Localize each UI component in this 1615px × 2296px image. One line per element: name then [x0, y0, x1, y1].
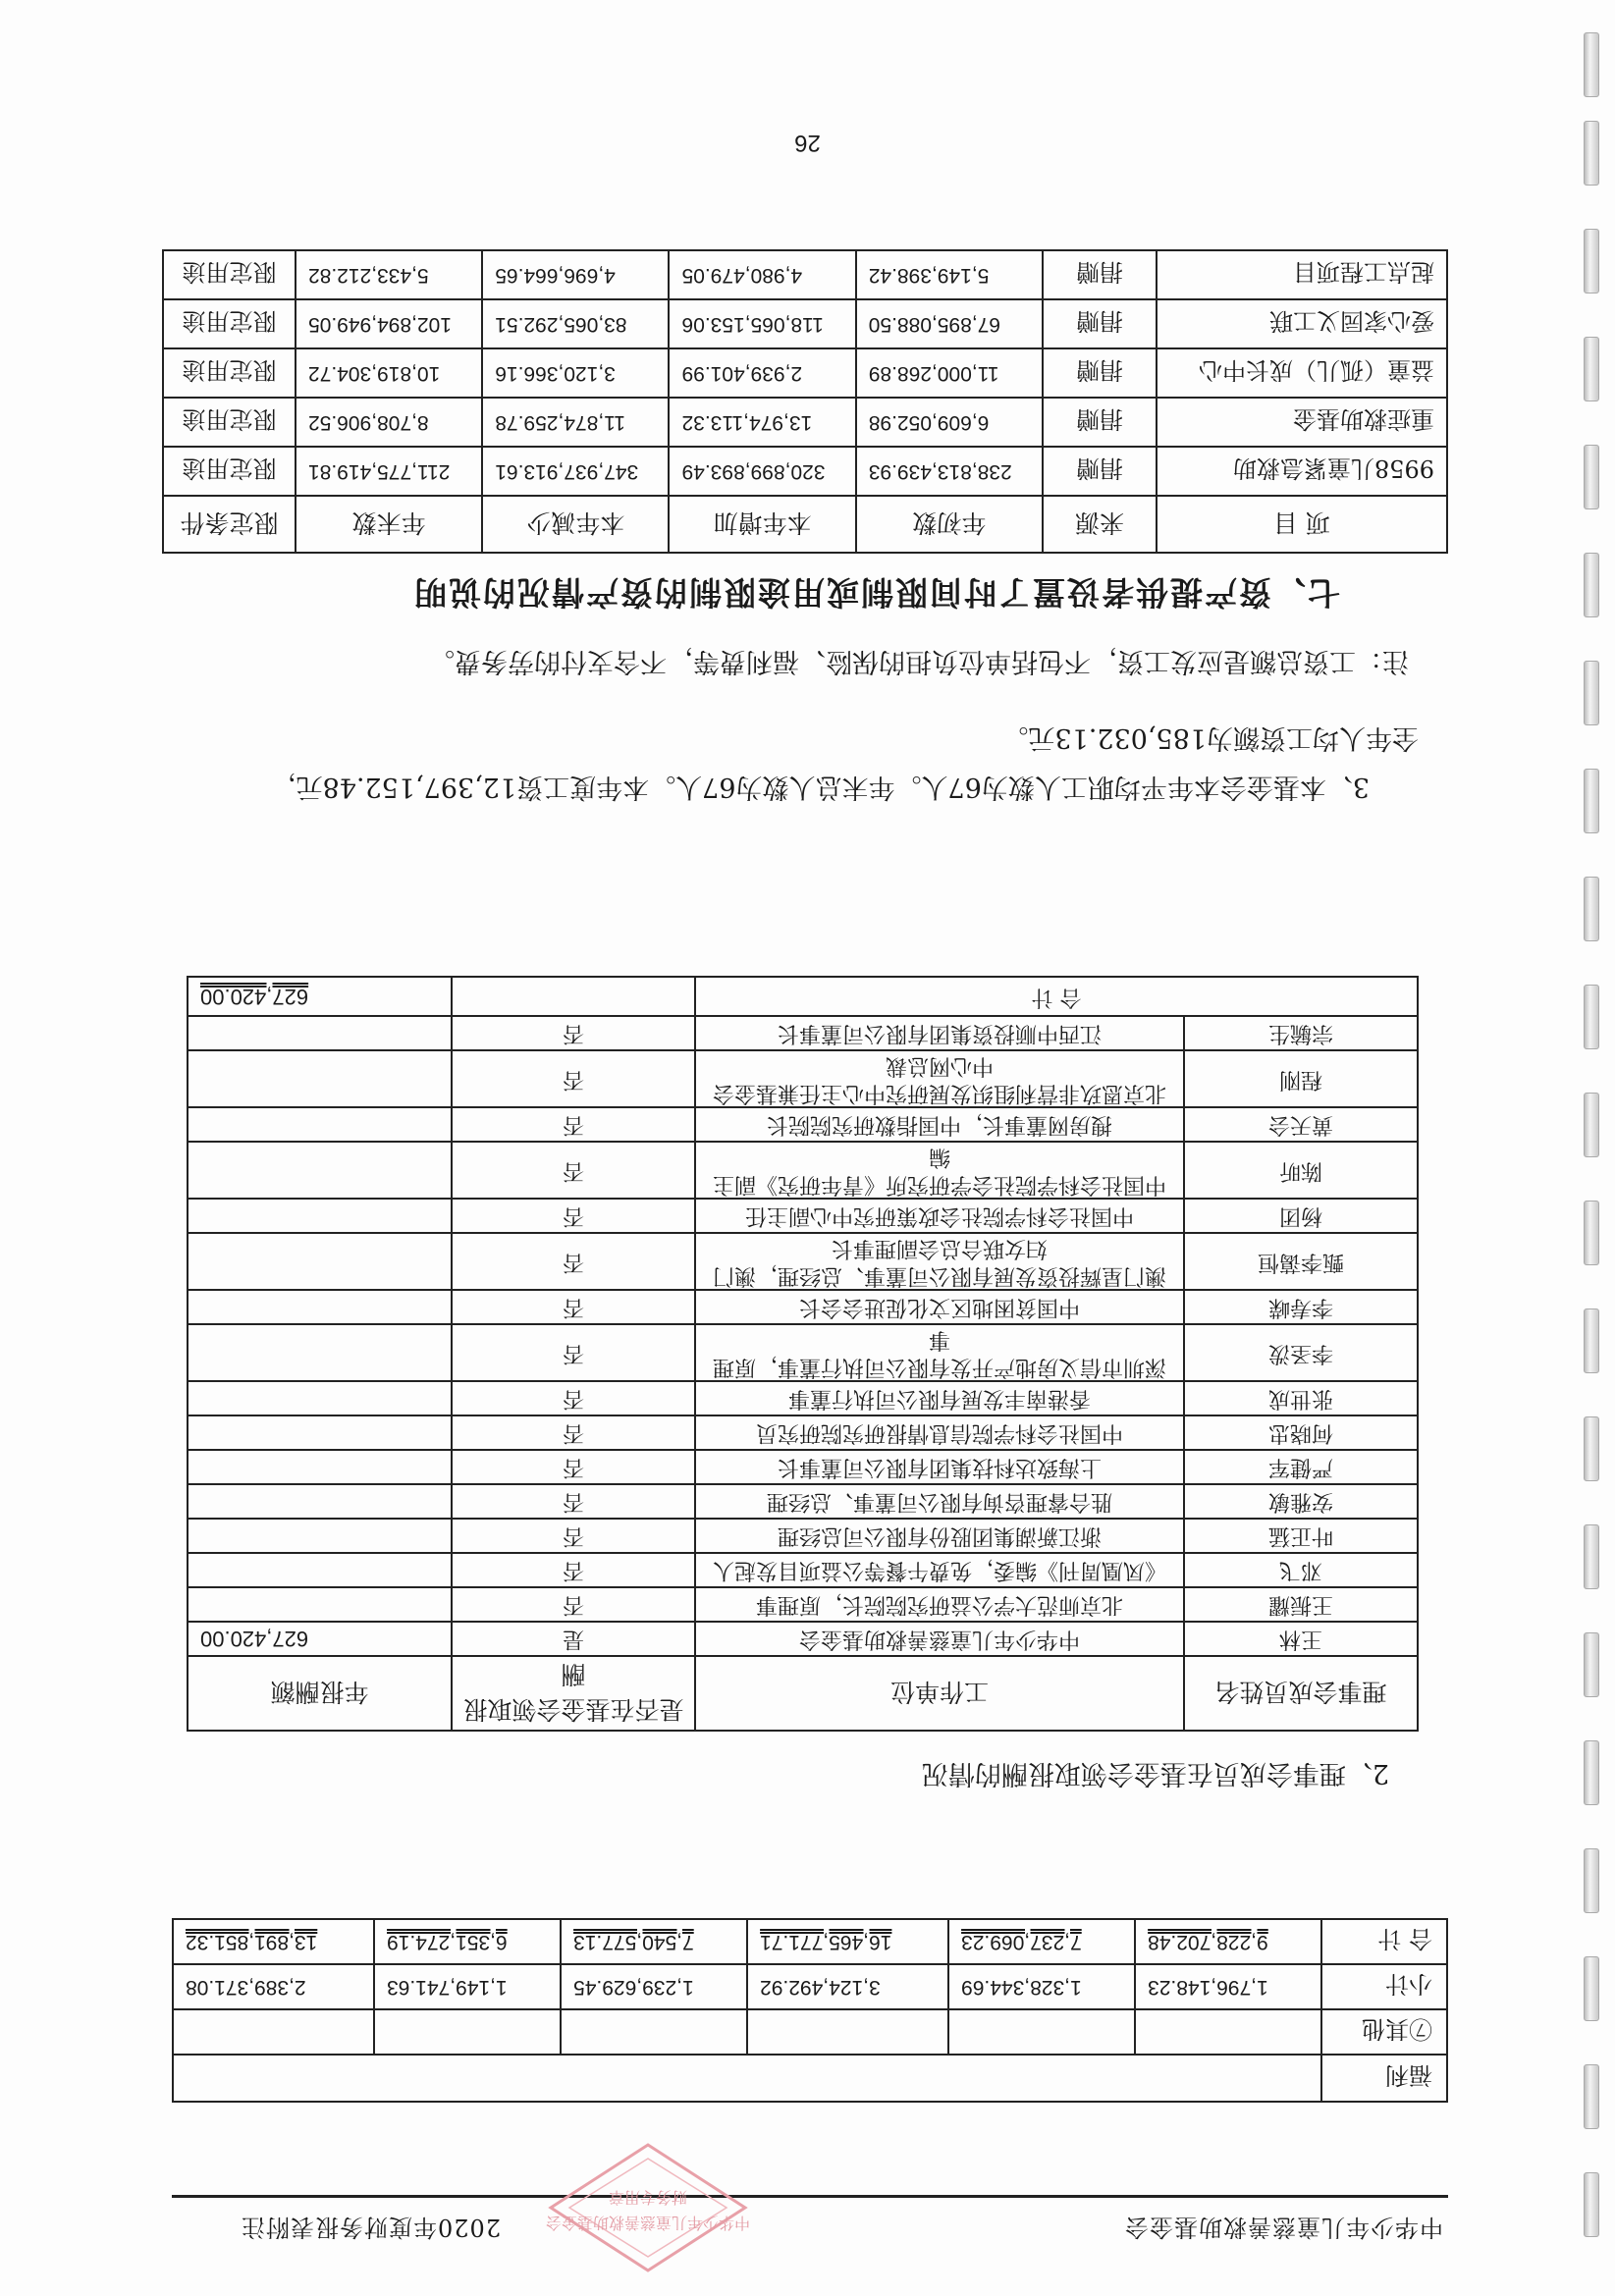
paid-flag: 否 [452, 1107, 695, 1142]
annual-pay [188, 1450, 452, 1484]
paid-flag: 否 [452, 1290, 695, 1324]
work-unit: 香港南丰发展有限公司执行董事 [695, 1381, 1184, 1415]
col-header: 本年减少 [482, 496, 669, 553]
annual-pay: 627,420.00 [188, 1622, 452, 1656]
paid-flag: 否 [452, 1199, 695, 1233]
work-unit: 《凤凰周刊》编委，免费午餐等公益项目发起人 [695, 1553, 1184, 1587]
col-header: 本年增加 [670, 496, 856, 553]
end-balance: 8,708,906.52 [296, 398, 482, 447]
annual-pay [188, 1587, 452, 1622]
seal-stamp [545, 2139, 751, 2276]
paid-flag: 否 [452, 1415, 695, 1450]
board-total-label: 合 计 [695, 977, 1418, 1016]
paid-flag: 否 [452, 1484, 695, 1519]
annual-pay [188, 1324, 452, 1381]
svg-text:中华少年儿童慈善救助基金会: 中华少年儿童慈善救助基金会 [545, 2214, 751, 2232]
salary-note: 注：工资总额是应发工资，不包括单位负担的保险、福利费等，不含支付的劳务费。 [428, 646, 1409, 676]
increase: 320,899,893.49 [670, 447, 856, 496]
table-row [188, 1484, 1418, 1519]
welfare-total-label: 合 计 [1321, 1919, 1447, 1964]
end-balance: 102,894,949.05 [296, 299, 482, 348]
project-name: 益童（孤儿）成长中心 [1157, 348, 1447, 398]
paid-flag: 否 [452, 1016, 695, 1050]
annual-pay [188, 1519, 452, 1553]
staff-info-line2: 全年人均工资额为185,032.13元。 [1001, 722, 1419, 753]
source: 捐赠 [1043, 348, 1157, 398]
work-unit: 搜房网董事长，中国指数研究院院长 [695, 1107, 1184, 1142]
header-rule [172, 2195, 1448, 2198]
col-header: 是否在基金会领取报酬 [452, 1656, 695, 1731]
welfare-subtotal-value: 1,328,344.69 [948, 1964, 1135, 2009]
restriction: 限定用途 [163, 398, 296, 447]
svg-text:财务专用章: 财务专用章 [608, 2188, 688, 2207]
welfare-expense-table [172, 1918, 1448, 2103]
paid-flag: 否 [452, 1587, 695, 1622]
table-row [188, 1199, 1418, 1233]
project-name: 9958儿童紧急救助 [1157, 447, 1447, 496]
work-unit: 中国社会科学院社会政策研究中心副主任 [695, 1199, 1184, 1233]
work-unit: 澳门星辉投资发展有限公司董事、总经理，澳门妇女联合总会副理事长 [695, 1233, 1184, 1290]
table-row [188, 1107, 1418, 1142]
paid-flag: 否 [452, 1324, 695, 1381]
paid-flag: 否 [452, 1233, 695, 1290]
welfare-subtotal-value: 1,239,629.45 [561, 1964, 747, 2009]
increase: 2,939,401.99 [670, 348, 856, 398]
project-name: 起点工程项目 [1157, 250, 1447, 299]
end-balance: 10,819,304.72 [296, 348, 482, 398]
table-row [188, 1324, 1418, 1381]
decrease: 4,696,664.65 [482, 250, 669, 299]
annual-pay [188, 1233, 452, 1290]
source: 捐赠 [1043, 398, 1157, 447]
welfare-total-value: 7,237,069.23 [948, 1919, 1135, 1964]
annual-pay [188, 1050, 452, 1107]
table-row [188, 1587, 1418, 1622]
work-unit: 深圳市信义房地产开发有限公司执行董事，原理事 [695, 1324, 1184, 1381]
restriction: 限定用途 [163, 348, 296, 398]
staff-info-line1: 3、本基金会本年平均职工人数为67人。年末总人数为67人。本年度工资12,397,152.48元， [269, 772, 1370, 802]
member-name: 黄天会 [1184, 1107, 1418, 1142]
source: 捐赠 [1043, 447, 1157, 496]
table-row [188, 1142, 1418, 1199]
section2-heading: 2、理事会成员在基金会领取报酬的情况 [921, 1758, 1389, 1789]
decrease: 11,874,259.78 [482, 398, 669, 447]
begin-balance: 67,895,088.50 [856, 299, 1043, 348]
source: 捐赠 [1043, 250, 1157, 299]
section7-heading: 七、资产提供者设置了时间限制或用途限制的资产情况的说明 [412, 573, 1340, 612]
annual-pay [188, 1381, 452, 1415]
decrease: 83,065,292.51 [482, 299, 669, 348]
paid-flag: 否 [452, 1519, 695, 1553]
member-name: 李寿嵘 [1184, 1290, 1418, 1324]
member-name: 陈昕 [1184, 1142, 1418, 1199]
annual-pay [188, 1484, 452, 1519]
welfare-subtotal-value: 2,389,371.08 [173, 1964, 374, 2009]
end-balance: 5,433,212.82 [296, 250, 482, 299]
begin-balance: 5,149,398.42 [856, 250, 1043, 299]
table-row [163, 348, 1447, 398]
annual-pay [188, 1290, 452, 1324]
table-row [188, 1622, 1418, 1656]
end-balance: 211,775,419.81 [296, 447, 482, 496]
col-header: 工作单位 [695, 1656, 1184, 1731]
table-row [188, 1519, 1418, 1553]
member-name: 王林 [1184, 1622, 1418, 1656]
increase: 13,974,113.32 [670, 398, 856, 447]
col-header: 限定条件 [163, 496, 296, 553]
page-number: 26 [794, 130, 821, 156]
paid-flag: 是 [452, 1622, 695, 1656]
binder-holes [1572, 38, 1605, 2237]
work-unit: 浙江新湖集团股份有限公司总经理 [695, 1519, 1184, 1553]
welfare-category: 福利 [1321, 2055, 1447, 2102]
welfare-total-value: 9,228,702.48 [1135, 1919, 1321, 1964]
increase: 4,980,479.05 [670, 250, 856, 299]
restriction: 限定用途 [163, 299, 296, 348]
work-unit: 江西中顺投资集团有限公司董事长 [695, 1016, 1184, 1050]
work-unit: 北京师范大学公益研究院院长，原理事 [695, 1587, 1184, 1622]
member-name: 严健军 [1184, 1450, 1418, 1484]
col-header: 理事会成员姓名 [1184, 1656, 1418, 1731]
table-row [163, 398, 1447, 447]
member-name: 邓飞 [1184, 1553, 1418, 1587]
annual-pay [188, 1016, 452, 1050]
table-row [188, 1381, 1418, 1415]
member-name: 李圣泼 [1184, 1324, 1418, 1381]
welfare-other-label: ⑦其他 [1321, 2009, 1447, 2055]
restriction: 限定用途 [163, 250, 296, 299]
paid-flag: 否 [452, 1381, 695, 1415]
paid-flag: 否 [452, 1050, 695, 1107]
member-name: 甄李蔼恒 [1184, 1233, 1418, 1290]
annual-pay [188, 1553, 452, 1587]
col-header: 项 目 [1157, 496, 1447, 553]
table-row [163, 250, 1447, 299]
table-row [188, 1450, 1418, 1484]
annual-pay [188, 1199, 452, 1233]
restricted-assets-table [162, 249, 1448, 554]
paid-flag: 否 [452, 1450, 695, 1484]
member-name: 张世成 [1184, 1381, 1418, 1415]
table-row [188, 1415, 1418, 1450]
member-name: 何晓忠 [1184, 1415, 1418, 1450]
col-header: 年末数 [296, 496, 482, 553]
col-header: 年报酬额 [188, 1656, 452, 1731]
header-doc-title: 2020年度财务报表附注 [241, 2214, 502, 2241]
begin-balance: 11,000,268.89 [856, 348, 1043, 398]
member-name: 杨团 [1184, 1199, 1418, 1233]
welfare-subtotal-value: 1,149,741.63 [374, 1964, 561, 2009]
begin-balance: 238,813,439.93 [856, 447, 1043, 496]
annual-pay [188, 1415, 452, 1450]
col-header: 年初数 [856, 496, 1043, 553]
project-name: 爱心家园义工联 [1157, 299, 1447, 348]
increase: 118,065,153.06 [670, 299, 856, 348]
table-row [188, 1016, 1418, 1050]
table-row [188, 1290, 1418, 1324]
welfare-total-value: 6,351,274.19 [374, 1919, 561, 1964]
table-row [188, 1553, 1418, 1587]
project-name: 重症救助基金 [1157, 398, 1447, 447]
col-header: 来源 [1043, 496, 1157, 553]
work-unit: 胜合睿理咨询有限公司董事、总经理 [695, 1484, 1184, 1519]
work-unit: 中华少年儿童慈善救助基金会 [695, 1622, 1184, 1656]
board-compensation-table [187, 976, 1419, 1732]
table-row [188, 1233, 1418, 1290]
welfare-total-value: 13,891,851.32 [173, 1919, 374, 1964]
member-name: 王振耀 [1184, 1587, 1418, 1622]
table-row [188, 1050, 1418, 1107]
welfare-total-value: 16,465,771.71 [747, 1919, 948, 1964]
table-row [163, 447, 1447, 496]
member-name: 宗毓生 [1184, 1016, 1418, 1050]
begin-balance: 6,609,052.98 [856, 398, 1043, 447]
work-unit: 中国社会科学院社会学研究所《青年研究》副主编 [695, 1142, 1184, 1199]
board-total-amount: 627,420.00 [188, 977, 452, 1016]
welfare-total-value: 7,540,577.13 [561, 1919, 747, 1964]
work-unit: 中国贫困地区文化促进会会长 [695, 1290, 1184, 1324]
table-row [163, 299, 1447, 348]
welfare-subtotal-value: 3,124,492.92 [747, 1964, 948, 2009]
work-unit: 中国社会科学院信息情报研究院研究员 [695, 1415, 1184, 1450]
paid-flag: 否 [452, 1142, 695, 1199]
welfare-subtotal-value: 1,796,148.23 [1135, 1964, 1321, 2009]
header-org: 中华少年儿童慈善救助基金会 [1124, 2214, 1443, 2241]
work-unit: 上海致达科技集团有限公司董事长 [695, 1450, 1184, 1484]
member-name: 安雅敏 [1184, 1484, 1418, 1519]
decrease: 347,937,913.61 [482, 447, 669, 496]
annual-pay [188, 1142, 452, 1199]
member-name: 程刚 [1184, 1050, 1418, 1107]
restriction: 限定用途 [163, 447, 296, 496]
member-name: 叶正猛 [1184, 1519, 1418, 1553]
source: 捐赠 [1043, 299, 1157, 348]
decrease: 3,120,366.16 [482, 348, 669, 398]
annual-pay [188, 1107, 452, 1142]
paid-flag: 否 [452, 1553, 695, 1587]
welfare-subtotal-label: 小计 [1321, 1964, 1447, 2009]
work-unit: 北京恩玖非营利组织发展研究中心主任兼基金会中心网总裁 [695, 1050, 1184, 1107]
